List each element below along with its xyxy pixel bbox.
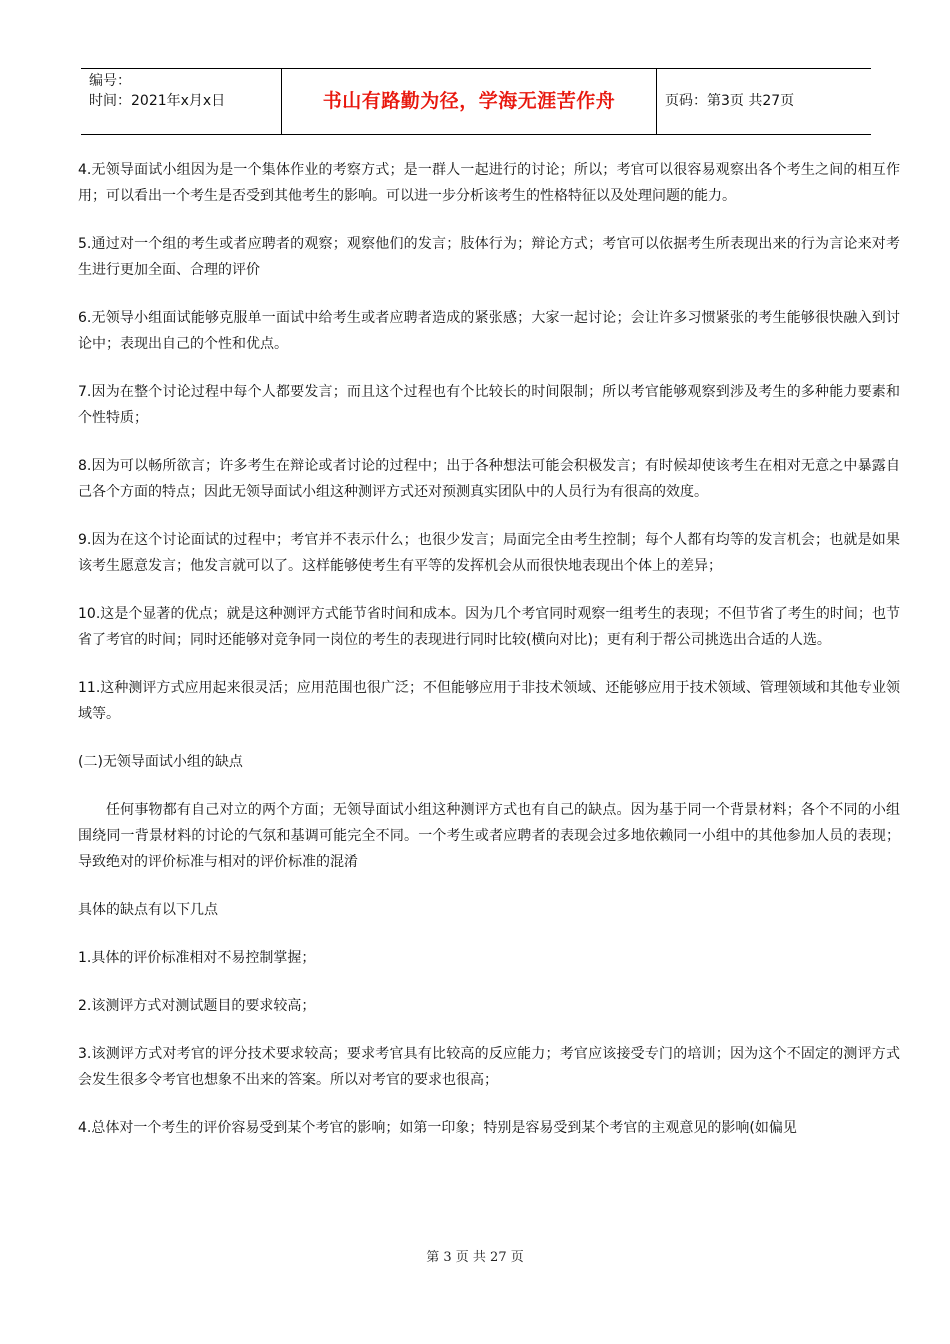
paragraph-advantage-5: 5.通过对一个组的考生或者应聘者的观察；观察他们的发言；肢体行为；辩论方式；考官可以依据考生所表现出来的行为言论来对考生进行更加全面、合理的评价 — [78, 236, 900, 278]
paragraph-advantage-6: 6.无领导小组面试能够克服单一面试中给考生或者应聘者造成的紧张感；大家一起讨论；会让许多习惯紧张的考生能够很快融入到讨论中；表现出自己的个性和优点。 — [78, 310, 900, 352]
paragraph-advantage-4: 4.无领导面试小组因为是一个集体作业的考察方式；是一群人一起进行的讨论；所以；考官可以很容易观察出各个考生之间的相互作用；可以看出一个考生是否受到其他考生的影响。可以进一步分析该考生的性格特征以及处理问题的能力。 — [78, 162, 900, 204]
page-footer: 第 3 页 共 27 页 — [426, 1250, 524, 1265]
paragraph-advantage-7: 7.因为在整个讨论过程中每个人都要发言；而且这个过程也有个比较长的时间限制；所以考官能够观察到涉及考生的多种能力要素和个性特质； — [78, 384, 900, 426]
header-meta — [81, 69, 281, 134]
paragraph-disadvantage-3: 3.该测评方式对考官的评分技术要求较高；要求考官具有比较高的反应能力；考官应该接受专门的培训；因为这个不固定的测评方式会发生很多令考官也想象不出来的答案。所以对考官的要求也很高； — [78, 1046, 900, 1088]
paragraph-advantage-11: 11.这种测评方式应用起来很灵活；应用范围也很广泛；不但能够应用于非技术领域、还能够应用于技术领域、管理领域和其他专业领域等。 — [78, 680, 900, 722]
paragraph-advantage-9: 9.因为在这个讨论面试的过程中；考官并不表示什么；也很少发言；局面完全由考生控制；每个人都有均等的发言机会；也就是如果该考生愿意发言；他发言就可以了。这样能够使考生有平等的发挥机会从而很快地表现出个体上的差异； — [78, 532, 900, 574]
paragraph-disadvantage-4: 4.总体对一个考生的评价容易受到某个考官的影响；如第一印象；特别是容易受到某个考官的主观意见的影响(如偏见 — [78, 1120, 797, 1136]
document-body — [78, 157, 900, 1163]
paragraph-disadvantage-2: 2.该测评方式对测试题目的要求较高； — [78, 998, 316, 1014]
paragraph-advantage-10: 10.这是个显著的优点；就是这种测评方式能节省时间和成本。因为几个考官同时观察一组考生的表现；不但节省了考生的时间；也节省了考官的时间；同时还能够对竞争同一岗位的考生的表现进行同时比较(横向对比)；更有利于帮公司挑选出合适的人选。 — [78, 606, 900, 648]
page-header — [81, 68, 871, 135]
paragraph-disadvantage-1: 1.具体的评价标准相对不易控制掌握； — [78, 950, 316, 966]
section-heading-disadvantages: (二)无领导面试小组的缺点 — [78, 754, 243, 770]
paragraph-advantage-8: 8.因为可以畅所欲言；许多考生在辩论或者讨论的过程中；出于各种想法可能会积极发言；有时候却使该考生在相对无意之中暴露自己各个方面的特点；因此无领导面试小组这种测评方式还对预测真实团队中的人员行为有很高的效度。 — [78, 458, 900, 500]
document-date: 时间：2021年x月x日 — [89, 93, 226, 109]
document-number-label: 编号： — [89, 73, 131, 89]
paragraph-disadvantages-list-intro: 具体的缺点有以下几点 — [78, 902, 218, 918]
header-motto: 书山有路勤为径，学海无涯苦作舟 — [281, 69, 657, 134]
paragraph-disadvantages-intro: 任何事物都有自己对立的两个方面；无领导面试小组这种测评方式也有自己的缺点。因为基于同一个背景材料；各个不同的小组围绕同一背景材料的讨论的气氛和基调可能完全不同。一个考生或者应聘者的表现会过多地依赖同一小组中的其他参加人员的表现；导致绝对的评价标准与相对的评价标准的混淆 — [78, 802, 900, 870]
header-page-info: 页码：第3页 共27页 — [665, 93, 795, 109]
